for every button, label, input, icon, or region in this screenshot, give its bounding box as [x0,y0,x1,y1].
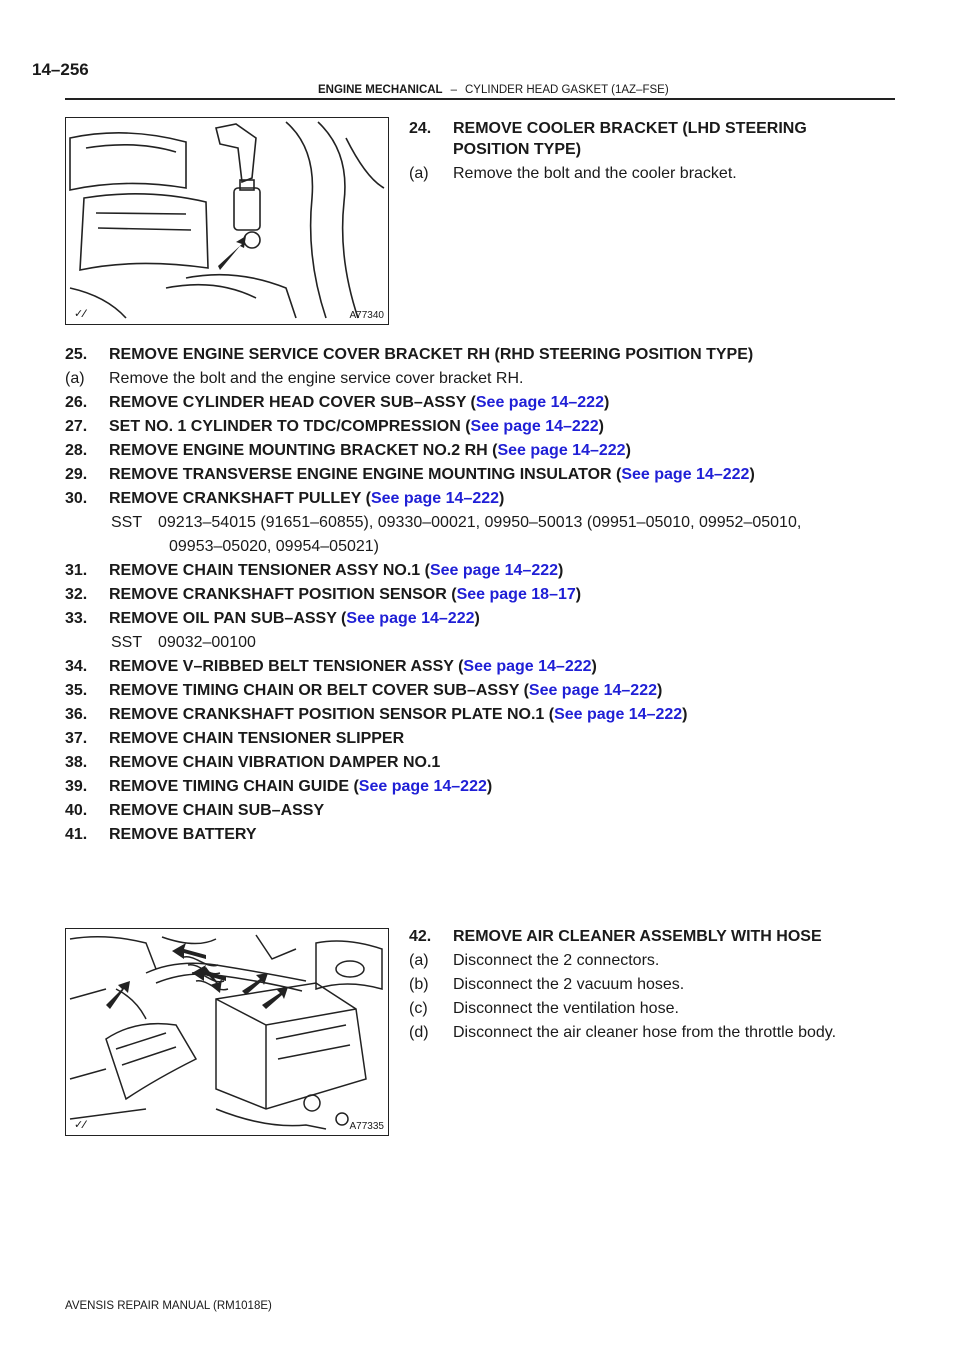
sst-tools: 09032–00100 [158,634,256,651]
step-title: REMOVE OIL PAN SUB–ASSY ( [109,610,347,627]
sst-30-line2: 09953–05020, 09954–05021) [169,538,379,555]
step-title: REMOVE CHAIN SUB–ASSY [109,802,325,819]
step-36 [65,706,688,724]
figure-air-cleaner [65,928,389,1136]
paren: ) [682,706,688,723]
step-42-sub-a [409,952,659,970]
sub-label: (c) [409,1000,428,1017]
step-34 [65,658,597,676]
paren: ) [474,610,480,627]
sub-text: Disconnect the 2 connectors. [453,952,660,969]
step-title: REMOVE COOLER BRACKET (LHD STEERING [453,120,807,137]
step-number: 29. [65,466,88,483]
step-24-title-cont: POSITION TYPE) [453,141,582,158]
step-24-sub-a [409,165,737,183]
step-title: REMOVE TRANSVERSE ENGINE ENGINE MOUNTING INSULATOR ( [109,466,622,483]
sub-label: (a) [409,952,429,969]
step-number: 24. [409,120,432,137]
step-number: 40. [65,802,88,819]
step-39 [65,778,492,796]
cooler-bracket-illustration [66,118,388,324]
paren: ) [499,490,505,507]
paren: ) [603,394,610,411]
step-title: REMOVE CHAIN TENSIONER SLIPPER [109,730,405,747]
step-number: 32. [65,586,88,603]
sub-text: Disconnect the ventilation hose. [453,1000,679,1017]
sub-label: (b) [409,976,429,993]
step-title: REMOVE CRANKSHAFT PULLEY ( [109,490,371,507]
see-page-link[interactable]: See page 14–222 [470,418,599,435]
step-number: 28. [65,442,88,459]
step-41 [65,826,257,844]
step-number: 39. [65,778,88,795]
step-32 [65,586,581,604]
sst-tools: 09213–54015 (91651–60855), 09330–00021, 09950–50013 (09951–05010, 09952–05010, [158,514,802,531]
step-42-sub-c [409,1000,679,1018]
step-title: REMOVE CHAIN VIBRATION DAMPER NO.1 [109,754,441,771]
paren: ) [625,442,631,459]
step-number: 31. [65,562,88,579]
see-page-link[interactable]: See page 14–222 [475,394,604,411]
sst-label: SST [111,634,143,651]
paren: ) [486,778,493,795]
step-40 [65,802,324,820]
paren: ) [575,586,582,603]
figure-cooler-bracket [65,117,389,325]
step-number: 34. [65,658,88,675]
paren: ) [591,658,597,675]
step-title: REMOVE BATTERY [109,826,257,843]
step-number: 37. [65,730,88,747]
step-number: 25. [65,346,88,363]
sub-text: Remove the bolt and the engine service cover bracket RH. [109,370,524,387]
step-title: REMOVE CRANKSHAFT POSITION SENSOR PLATE NO.1 ( [109,706,555,723]
step-33 [65,610,480,628]
step-number: 36. [65,706,88,723]
step-42-sub-b [409,976,684,994]
sub-label: (a) [65,370,85,387]
step-26 [65,394,609,412]
paren: ) [598,418,604,435]
step-title: REMOVE CHAIN TENSIONER ASSY NO.1 ( [109,562,430,579]
step-25-sub-a [65,370,523,388]
step-title: REMOVE ENGINE MOUNTING BRACKET NO.2 RH ( [109,442,498,459]
sub-text: Remove the bolt and the cooler bracket. [453,165,737,182]
step-28 [65,442,631,460]
step-number: 42. [409,928,432,945]
step-24-title [409,120,807,138]
figure-id: A77340 [349,310,384,321]
step-42-sub-d [409,1024,836,1042]
step-title: REMOVE TIMING CHAIN GUIDE ( [109,778,359,795]
sst-33 [111,634,256,652]
step-number: 26. [65,394,88,411]
step-title: REMOVE TIMING CHAIN OR BELT COVER SUB–ASSY ( [109,682,529,699]
step-25-title [65,346,753,364]
step-title: REMOVE AIR CLEANER ASSEMBLY WITH HOSE [453,928,822,945]
see-page-link[interactable]: See page 14–222 [370,490,500,507]
step-title: REMOVE V–RIBBED BELT TENSIONER ASSY ( [109,658,464,675]
step-38 [65,754,440,772]
sub-text: Disconnect the 2 vacuum hoses. [453,976,685,993]
step-31 [65,562,563,580]
see-page-link[interactable]: See page 14–222 [358,778,487,795]
sst-label: SST [111,514,143,531]
step-42-title [409,928,822,946]
see-page-link[interactable]: See page 14–222 [429,562,559,579]
step-number: 35. [65,682,88,699]
step-title: REMOVE CYLINDER HEAD COVER SUB–ASSY ( [109,394,476,411]
step-37 [65,730,404,748]
step-number: 33. [65,610,88,627]
see-page-link[interactable]: See page 14–222 [554,706,683,723]
page-header [318,84,669,96]
see-page-link[interactable]: See page 18–17 [456,586,576,603]
paren: ) [656,682,663,699]
paren: ) [749,466,755,483]
step-27 [65,418,604,436]
see-page-link[interactable]: See page 14–222 [497,442,626,459]
step-title: SET NO. 1 CYLINDER TO TDC/COMPRESSION ( [109,418,471,435]
header-rule [65,98,895,100]
figure-id: A77335 [349,1121,384,1132]
step-title: REMOVE ENGINE SERVICE COVER BRACKET RH (RHD STEERING POSITION TYPE) [109,346,754,363]
step-29 [65,466,755,484]
step-number: 30. [65,490,88,507]
page-number: 14–256 [32,60,89,79]
header-separator: – [450,84,457,96]
step-30 [65,490,504,508]
see-page-link[interactable]: See page 14–222 [463,658,592,675]
sub-label: (d) [409,1024,429,1041]
see-page-link[interactable]: See page 14–222 [621,466,750,483]
footer-manual-title: AVENSIS REPAIR MANUAL (RM1018E) [65,1300,272,1312]
see-page-link[interactable]: See page 14–222 [528,682,657,699]
step-number: 38. [65,754,88,771]
paren: ) [558,562,564,579]
figure-mark-icon: ✓⁄ [74,308,86,320]
sst-30-line1 [111,514,801,532]
step-title: REMOVE CRANKSHAFT POSITION SENSOR ( [109,586,457,603]
air-cleaner-illustration [66,929,388,1135]
step-number: 27. [65,418,88,435]
see-page-link[interactable]: See page 14–222 [346,610,475,627]
figure-mark-icon: ✓⁄ [74,1119,86,1131]
sub-text: Disconnect the air cleaner hose from the throttle body. [453,1024,837,1041]
subsection-title: CYLINDER HEAD GASKET (1AZ–FSE) [465,84,669,96]
step-number: 41. [65,826,88,843]
step-35 [65,682,662,700]
section-title: ENGINE MECHANICAL [318,84,443,96]
sub-label: (a) [409,165,429,182]
